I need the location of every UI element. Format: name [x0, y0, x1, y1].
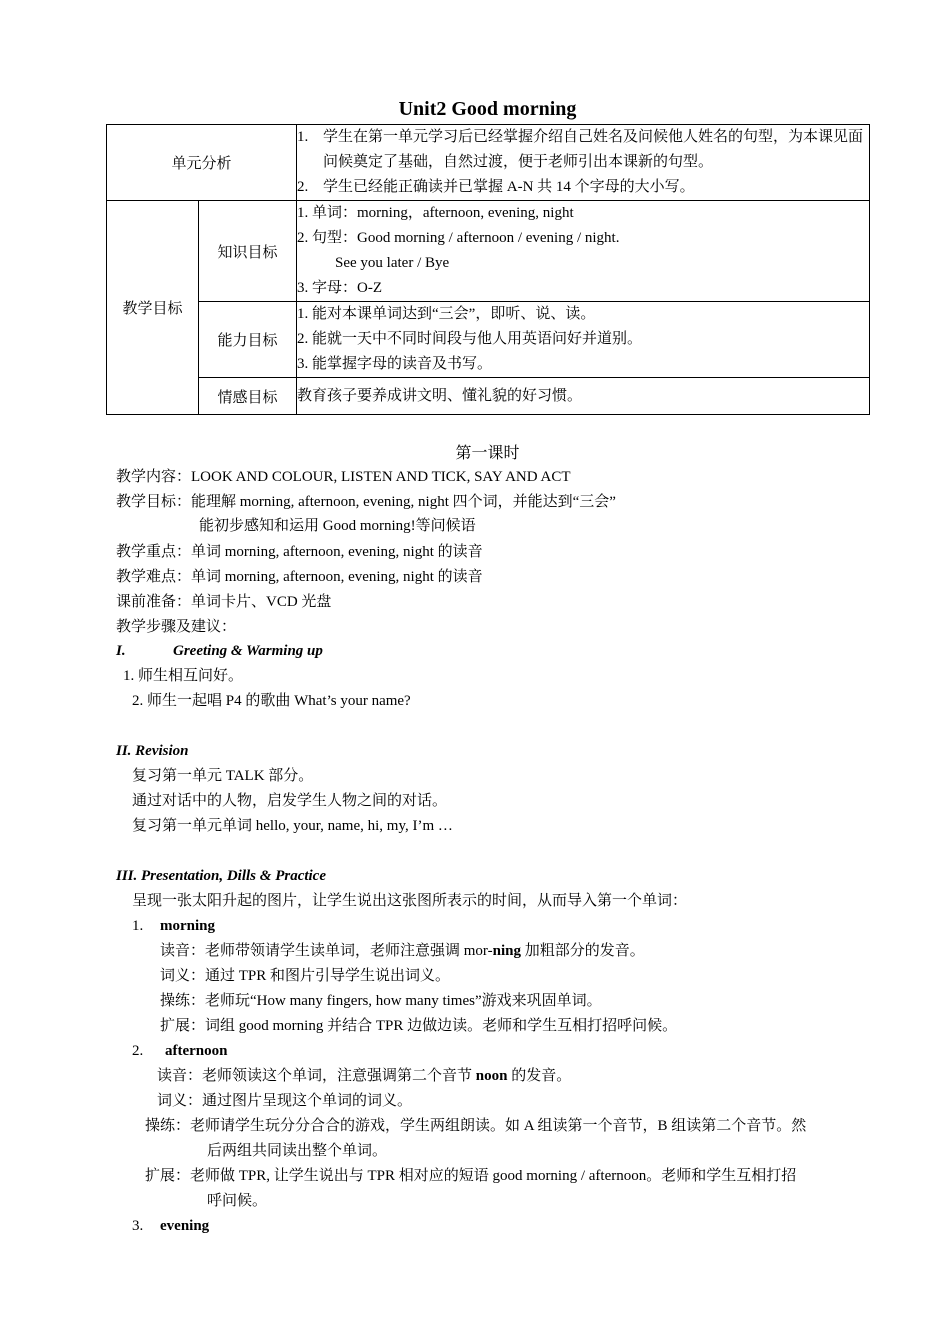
- knowledge-line: 3. 字母：O-Z: [297, 280, 383, 296]
- prep-text: 单词卡片、VCD 光盘: [191, 594, 332, 610]
- key-line: [116, 541, 483, 562]
- teaching-goals-label: 教学目标: [107, 201, 199, 415]
- reading-text: 的发音。: [507, 1068, 572, 1084]
- key-label: 教学重点：: [116, 542, 192, 560]
- goal-line: [116, 491, 616, 512]
- difficulty-text: 单词 morning, afternoon, evening, night 的读音: [191, 569, 483, 585]
- reading-text: 读音：老师带领请学生读单词，老师注意强调 mor-: [160, 943, 493, 959]
- section-1-number: I.: [116, 643, 126, 659]
- reading-bold: noon: [475, 1068, 508, 1084]
- word-1-title: morning: [160, 918, 216, 934]
- knowledge-line: See you later / Bye: [335, 255, 450, 271]
- word-3-title: evening: [160, 1218, 210, 1234]
- section-3-title: III. Presentation, Dills & Practice: [116, 868, 326, 884]
- section-2-step: 通过对话中的人物，启发学生人物之间的对话。: [132, 793, 448, 809]
- ability-line: 1. 能对本课单词达到“三会”，即听、说、读。: [297, 306, 596, 322]
- word-1-practice: 操练：老师玩“How many fingers, how many times”游戏来巩固单词。: [160, 993, 602, 1009]
- section-2-step: 复习第一单元 TALK 部分。: [132, 768, 314, 784]
- word-2-reading: [157, 1066, 571, 1086]
- ability-line: 3. 能掌握字母的读音及书写。: [297, 356, 493, 372]
- document-title: Unit2 Good morning: [398, 98, 577, 120]
- content-line: [116, 466, 570, 487]
- lesson-title: 第一课时: [455, 443, 520, 462]
- steps-label: 教学步骤及建议：: [116, 617, 237, 635]
- unit-analysis-cell: [297, 125, 870, 201]
- reading-text: 读音：老师领读这个单词，注意强调第二个音节: [157, 1068, 476, 1084]
- difficulty-line: [116, 566, 483, 587]
- word-2-title: afternoon: [165, 1043, 228, 1059]
- ability-goal-cell: [297, 302, 870, 378]
- word-2-number: 2.: [132, 1043, 144, 1059]
- emotion-goal-cell: 教育孩子要养成讲文明、懂礼貌的好习惯。: [297, 378, 870, 415]
- knowledge-goal-cell: [297, 201, 870, 302]
- word-2-extension-cont: 呼问候。: [207, 1193, 268, 1209]
- word-2-practice-cont: 后两组共同读出整个单词。: [207, 1143, 388, 1159]
- word-1-extension: 扩展：词组 good morning 并结合 TPR 边做边读。老师和学生互相打招呼问候。: [160, 1018, 678, 1034]
- section-2-step: 复习第一单元单词 hello, your, name, hi, my, I’m …: [132, 818, 453, 834]
- unit-overview-table: [106, 124, 870, 415]
- section-3-intro: 呈现一张太阳升起的图片，让学生说出这张图所表示的时间，从而导入第一个单词：: [132, 893, 688, 909]
- section-1-title: Greeting & Warming up: [173, 643, 323, 659]
- word-3-number: 3.: [132, 1218, 144, 1234]
- word-1-number: 1.: [132, 918, 144, 934]
- unit-analysis-item: 学生在第一单元学习后已经掌握介绍自己姓名及问候他人姓名的句型，为本课见面问候奠定了基础，自然过渡，便于老师引出本课新的句型。: [323, 129, 864, 170]
- goal-text-2: 能初步感知和运用 Good morning!等问候语: [199, 518, 476, 534]
- word-2-extension: 扩展：老师做 TPR, 让学生说出与 TPR 相对应的短语 good morning / afternoon。老师和学生互相打招: [145, 1168, 797, 1184]
- item-number: 2.: [297, 179, 309, 195]
- section-2-title: II. Revision: [116, 743, 189, 759]
- key-text: 单词 morning, afternoon, evening, night 的读音: [191, 544, 483, 560]
- word-2-practice: 操练：老师请学生玩分分合合的游戏，学生两组朗读。如 A 组读第一个音节，B 组读第二个音节。然: [145, 1118, 807, 1134]
- section-1-step: 1. 师生相互问好。: [123, 668, 244, 684]
- content-label: 教学内容：: [116, 467, 192, 485]
- goal-text: 能理解 morning, afternoon, evening, night 四个词，并能达到“三会”: [191, 494, 616, 510]
- difficulty-label: 教学难点：: [116, 567, 192, 585]
- reading-bold: ning: [492, 943, 521, 959]
- unit-analysis-label: 单元分析: [107, 125, 297, 201]
- knowledge-line: 1. 单词：morning，afternoon, evening, night: [297, 205, 574, 221]
- ability-goal-label: 能力目标: [199, 302, 297, 378]
- content-text: LOOK AND COLOUR, LISTEN AND TICK, SAY AND ACT: [191, 469, 571, 485]
- word-1-reading: [160, 941, 645, 961]
- section-1-step: 2. 师生一起唱 P4 的歌曲 What’s your name?: [132, 693, 411, 709]
- word-1-meaning: 词义：通过 TPR 和图片引导学生说出词义。: [160, 968, 451, 984]
- emotion-goal-label: 情感目标: [199, 378, 297, 415]
- reading-text: 加粗部分的发音。: [520, 943, 645, 959]
- unit-analysis-item: 学生已经能正确读并已掌握 A-N 共 14 个字母的大小写。: [323, 179, 695, 195]
- ability-line: 2. 能就一天中不同时间段与他人用英语问好并道别。: [297, 331, 643, 347]
- prep-label: 课前准备：: [116, 592, 192, 610]
- prep-line: [116, 591, 331, 612]
- knowledge-goal-label: 知识目标: [199, 201, 297, 302]
- item-number: 1.: [297, 129, 309, 145]
- goal-label: 教学目标：: [116, 492, 192, 510]
- knowledge-line: 2. 句型：Good morning / afternoon / evening / night.: [297, 230, 620, 246]
- word-2-meaning: 词义：通过图片呈现这个单词的词义。: [157, 1093, 413, 1109]
